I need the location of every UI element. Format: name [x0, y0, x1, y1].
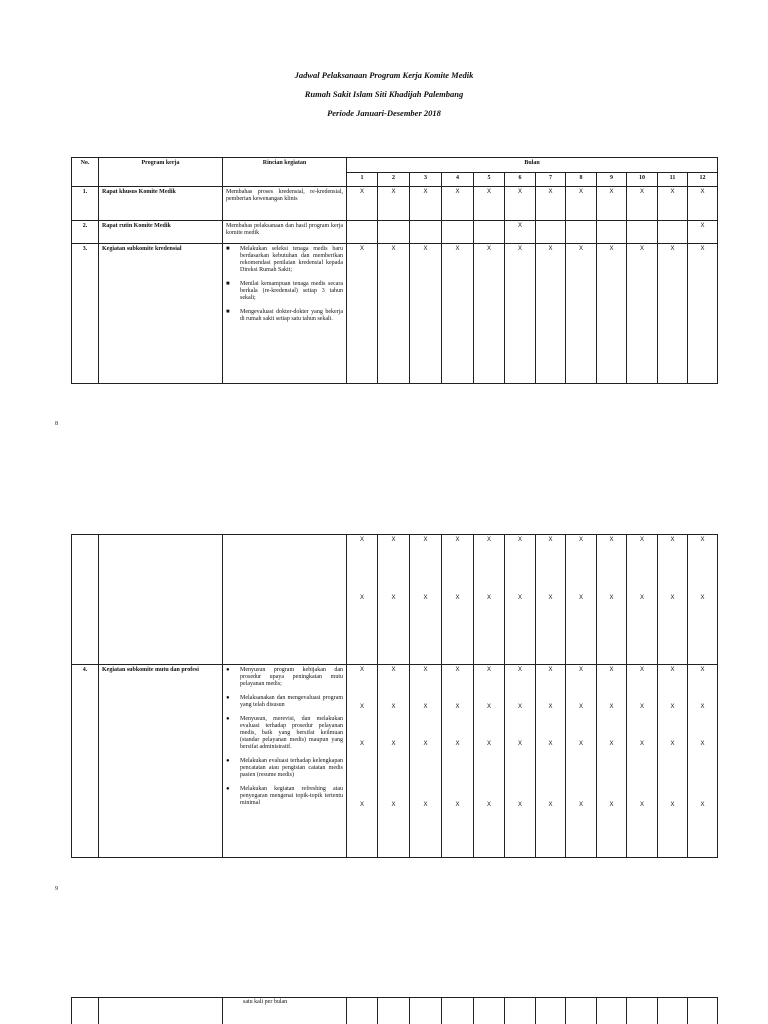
month-mark: X — [578, 704, 583, 710]
month-mark: X — [578, 537, 583, 543]
month-mark: X — [391, 537, 396, 543]
month-mark: X — [517, 802, 522, 808]
month-10: 10 — [627, 173, 658, 187]
month-1: 1 — [347, 173, 378, 187]
header-row — [72, 158, 718, 173]
month-mark: X — [378, 244, 410, 384]
month-mark: X — [639, 537, 644, 543]
month-mark: X — [536, 244, 566, 384]
month-mark: X — [627, 244, 658, 384]
month-mark: X — [455, 704, 460, 710]
month-mark: X — [391, 704, 396, 710]
month-mark: X — [670, 802, 675, 808]
month-mark: X — [548, 802, 553, 808]
month-mark: X — [688, 244, 718, 384]
month-mark: X — [700, 667, 705, 673]
month-mark: X — [639, 802, 644, 808]
month-mark: X — [359, 537, 364, 543]
month-mark: X — [700, 595, 705, 601]
month-mark: X — [517, 595, 522, 601]
month-mark: X — [566, 187, 597, 221]
document-title: Jadwal Pelaksanaan Program Kerja Komite Medik — [294, 70, 474, 80]
month-4: 4 — [442, 173, 474, 187]
month-mark: X — [609, 802, 614, 808]
row-number: 4. — [72, 665, 99, 858]
month-5: 5 — [474, 173, 505, 187]
page-number: 8 — [55, 421, 58, 427]
month-mark: X — [442, 187, 474, 221]
row-number: 1. — [72, 187, 99, 221]
hospital-name: Rumah Sakit Islam Siti Khadijah Palembang — [304, 89, 464, 99]
month-mark: X — [391, 595, 396, 601]
month-mark: X — [597, 187, 627, 221]
month-mark: X — [658, 244, 688, 384]
month-mark: X — [548, 667, 553, 673]
month-mark: X — [578, 741, 583, 747]
month-mark: X — [639, 595, 644, 601]
month-mark: X — [566, 244, 597, 384]
month-mark: X — [639, 741, 644, 747]
month-mark: X — [548, 704, 553, 710]
month-mark: X — [410, 244, 442, 384]
month-mark: X — [670, 537, 675, 543]
month-mark: X — [688, 221, 718, 244]
activity-detail: Membahas pelaksanaan dan hasil program kerja komite medik — [223, 221, 347, 244]
month-mark: X — [578, 802, 583, 808]
program-name: Rapat khusus Komite Medik — [99, 187, 223, 221]
table-row — [72, 535, 718, 665]
page-number: 9 — [55, 886, 58, 892]
month-mark: X — [517, 537, 522, 543]
month-mark: X — [423, 802, 428, 808]
month-mark: X — [423, 741, 428, 747]
document-header — [0, 66, 768, 123]
month-mark: X — [670, 595, 675, 601]
list-item: ● Melakukan kegiatan refreshing atau penyegaran mengenai topik-topik tertentu minimal — [226, 786, 343, 807]
month-mark: X — [455, 595, 460, 601]
program-name: Kegiatan subkomite mutu dan profesi — [99, 665, 223, 858]
program-name: Rapat rutin Komite Medik — [99, 221, 223, 244]
month-7: 7 — [536, 173, 566, 187]
month-mark: X — [486, 537, 491, 543]
month-3: 3 — [410, 173, 442, 187]
list-item: ● Menyusun, merevisi, dan melakukan evaluasi terhadap prosedur pelayanan medis, baik yang bersifat keilmuan (standar pelayanan medis) maupun yang bersifat administratif. — [226, 716, 343, 751]
month-mark: X — [474, 244, 505, 384]
month-mark: X — [688, 187, 718, 221]
list-item: ● Melaksanakan dan mengevaluasi program yang telah disusun — [226, 695, 343, 709]
month-mark: X — [505, 187, 536, 221]
month-mark: X — [474, 187, 505, 221]
month-6: 6 — [505, 173, 536, 187]
month-mark: X — [378, 187, 410, 221]
month-mark: X — [486, 802, 491, 808]
month-2: 2 — [378, 173, 410, 187]
month-mark: X — [423, 595, 428, 601]
month-mark: X — [410, 187, 442, 221]
list-item: ● Melakukan evaluasi terhadap kelengkapan pencatatan atau pengisian catatan medis pasien (resume medis) — [226, 758, 343, 779]
month-8: 8 — [566, 173, 597, 187]
list-item: ■ Melakukan seleksi tenaga medis baru berdasarkan kebutuhan dan memberikan rekomendasi penilaian kredensial kepada Direksi Rumah Sakit; — [226, 246, 343, 274]
month-mark: X — [609, 667, 614, 673]
header-detail: Rincian kegiatan — [223, 158, 347, 187]
month-mark: X — [700, 537, 705, 543]
month-mark: X — [455, 537, 460, 543]
month-mark: X — [548, 537, 553, 543]
month-mark: X — [486, 741, 491, 747]
month-12: 12 — [688, 173, 718, 187]
continued-text: satu kali per bulan — [243, 999, 288, 1005]
header-no: No. — [72, 158, 99, 187]
month-mark: X — [517, 704, 522, 710]
month-mark: X — [658, 187, 688, 221]
month-mark: X — [486, 704, 491, 710]
header-program: Program kerja — [99, 158, 223, 187]
month-mark: X — [609, 537, 614, 543]
month-9: 9 — [597, 173, 627, 187]
schedule-table-page-3 — [71, 997, 718, 1024]
program-name: Kegiatan subkomite kredensial — [99, 244, 223, 384]
table-row — [72, 998, 718, 1024]
month-mark: X — [639, 704, 644, 710]
month-mark: X — [609, 704, 614, 710]
month-11: 11 — [658, 173, 688, 187]
schedule-table-page-1 — [71, 157, 718, 384]
list-item: ● Menyusun program kebijakan dan prosedur upaya peningkatan mutu pelayanan medis; — [226, 667, 343, 688]
month-mark: X — [359, 595, 364, 601]
month-mark: X — [609, 595, 614, 601]
schedule-table-page-2 — [71, 534, 718, 858]
month-mark: X — [548, 741, 553, 747]
table-row — [72, 244, 718, 384]
month-mark: X — [391, 741, 396, 747]
table-row — [72, 187, 718, 221]
month-mark: X — [639, 667, 644, 673]
month-mark: X — [423, 667, 428, 673]
table-row — [72, 665, 718, 858]
month-mark: X — [347, 187, 378, 221]
month-mark: X — [536, 187, 566, 221]
month-mark: X — [359, 704, 364, 710]
row-number: 2. — [72, 221, 99, 244]
month-mark: X — [359, 741, 364, 747]
month-mark: X — [442, 244, 474, 384]
month-mark: X — [391, 667, 396, 673]
month-mark: X — [700, 802, 705, 808]
month-mark: X — [548, 595, 553, 601]
month-mark: X — [609, 741, 614, 747]
month-mark: X — [670, 704, 675, 710]
month-mark: X — [486, 667, 491, 673]
month-mark: X — [391, 802, 396, 808]
month-mark: X — [455, 802, 460, 808]
month-mark: X — [423, 704, 428, 710]
month-mark: X — [347, 244, 378, 384]
month-mark: X — [670, 667, 675, 673]
header-month: Bulan — [347, 158, 718, 173]
month-mark: X — [670, 741, 675, 747]
month-mark: X — [455, 741, 460, 747]
month-mark: X — [505, 244, 536, 384]
row-number: 3. — [72, 244, 99, 384]
month-mark: X — [700, 704, 705, 710]
month-mark: X — [627, 187, 658, 221]
month-mark: X — [517, 741, 522, 747]
month-mark: X — [597, 244, 627, 384]
month-mark: X — [359, 802, 364, 808]
activity-detail-list — [223, 665, 347, 858]
month-mark: X — [578, 595, 583, 601]
activity-detail: Membahas proses kredensial, re-kredensial, pemberian kewenangan klinis — [223, 187, 347, 221]
month-mark: X — [517, 667, 522, 673]
list-item: ■ Mengevaluasi dokter-dokter yang bekerja di rumah sakit setiap satu tahun sekali. — [226, 309, 343, 323]
month-mark: X — [455, 667, 460, 673]
activity-detail-list — [223, 244, 347, 384]
month-mark: X — [505, 221, 536, 244]
month-mark: X — [423, 537, 428, 543]
period-label: Periode Januari-Desember 2018 — [327, 108, 441, 118]
table-row — [72, 221, 718, 244]
month-mark: X — [578, 667, 583, 673]
month-mark: X — [486, 595, 491, 601]
month-mark: X — [700, 741, 705, 747]
month-mark: X — [359, 667, 364, 673]
list-item: ■ Menilai kemampuan tenaga medis secara berkala (re-kredensial) setiap 3 tahun sekali; — [226, 281, 343, 302]
